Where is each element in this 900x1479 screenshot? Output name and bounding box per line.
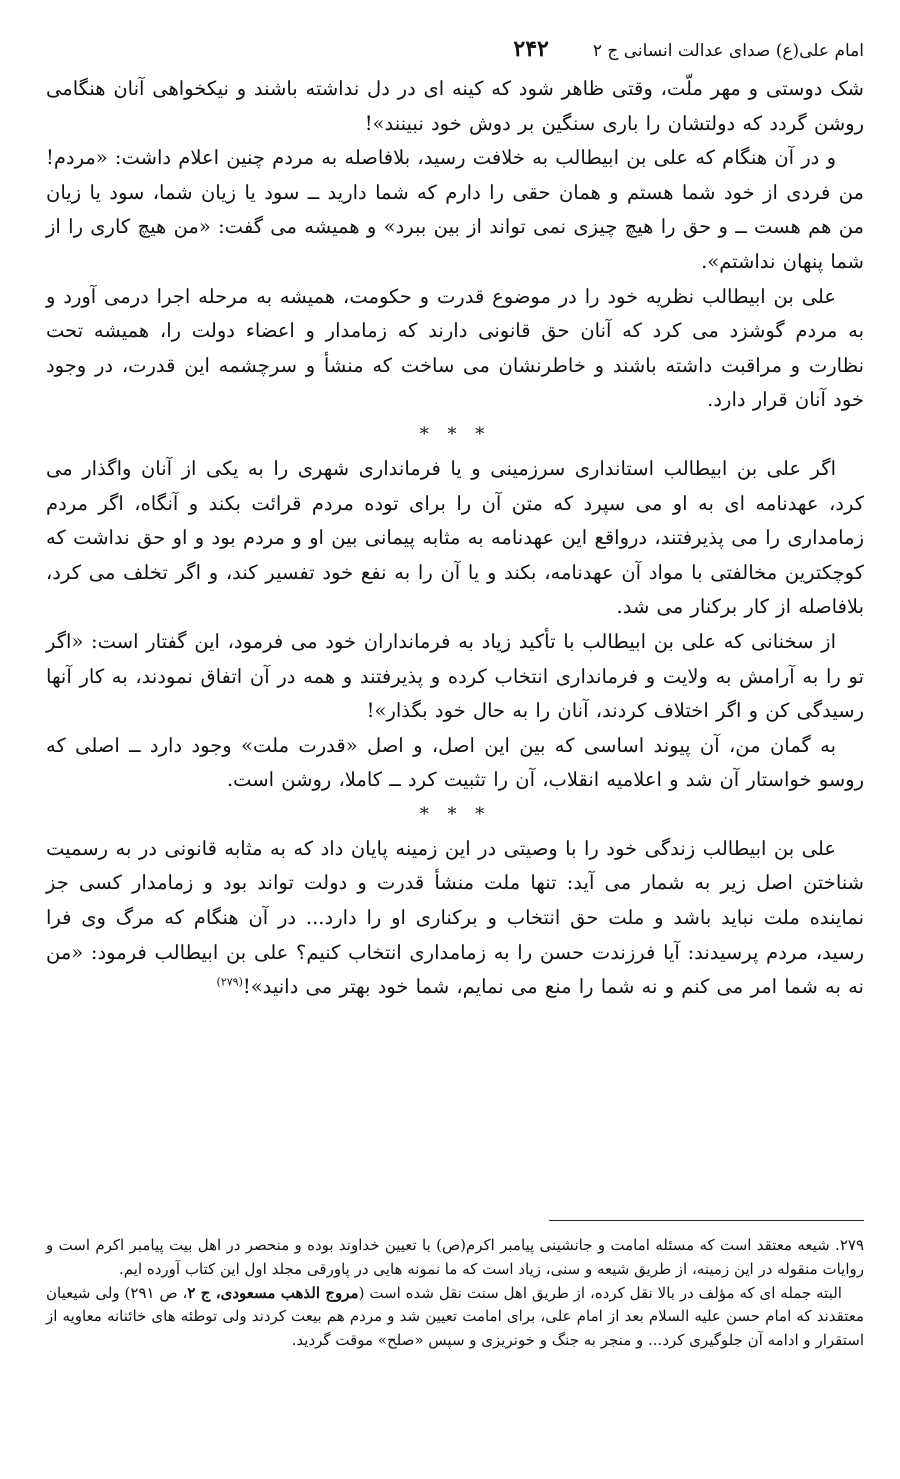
page-number: ۲۴۲ bbox=[513, 36, 549, 62]
footnote-divider bbox=[549, 1220, 864, 1221]
footnote-reference: (۲۷۹) bbox=[216, 975, 243, 989]
main-text bbox=[46, 72, 864, 1005]
book-page bbox=[46, 36, 864, 1005]
footnotes bbox=[46, 1234, 864, 1353]
running-title: امام علی(ع) صدای عدالت انسانی ج ۲ bbox=[592, 41, 864, 61]
footnote-continuation-text-2: ، ص ۲۹۱) ولی شیعیان معتقدند که امام حسن علیه السلام بعد از امام علی، برای امامت تعیین شد و مردم هم بیعت کردند ولی توطئه های خائنانه معاویه از استقرار و ادامه آن جلوگیری کرد... و منجر به جنگ و خونریزی و سپس «صلح» موقت گردید. bbox=[46, 1283, 864, 1350]
paragraph-3: علی بن ابیطالب نظریه خود را در موضوع قدرت و حکومت، همیشه به مرحله اجرا درمی آورد و به مردم گوشزد می کرد که آنان حق قانونی دارند که زمامدار و اعضاء دولت را، همیشه تحت نظارت و مراقبت داشته باشند و خاطرنشان می ساخت که منشأ و سرچشمه این قدرت، در وجود خود آنان قرار دارد. bbox=[46, 284, 864, 412]
footnote-279: ۲۷۹. شیعه معتقد است که مسئله امامت و جانشینی پیامبر اکرم(ص) با تعیین خداوند بوده و منحصر در اهل بیت پیامبر اکرم است و روایات منقوله در این زمینه، از طریق شیعه و سنی، زیاد است که ما نمونه هایی در پاورقی مجلد اول این کتاب آورده ایم. bbox=[46, 1236, 864, 1278]
paragraph-2: و در آن هنگام که علی بن ابیطالب به خلافت رسید، بلافاصله به مردم چنین اعلام داشت: «مردم! من فردی از خود شما هستم و همان حقی را دارم که شما دارید ــ سود یا زیان شما، سود یا زیان من هم هست ــ و حق را هیچ چیزی نمی تواند از بین ببرد» و همیشه می گفت: «من هیچ کاری را از شما پنهان نداشتم». bbox=[46, 146, 864, 273]
footnote-continuation bbox=[46, 1282, 864, 1353]
section-separator-2: * * * bbox=[419, 803, 491, 825]
paragraph-4: اگر علی بن ابیطالب استانداری سرزمینی و یا فرمانداری شهری را به یکی از آنان واگذار می کرد، عهدنامه ای به او می سپرد که متن آن را برای توده مردم قرائت بکند و آنگاه، اگر مردم زمامداری را می پذیرفتند، درواقع این عهدنامه به مثابه پیمانی بین او و مردم بود و او حق نداشت که کوچکترین مخالفتی با مواد آن عهدنامه، بکند و یا آن را به نفع خود تفسیر کند، و اگر تخلف می کرد، بلافاصله از کار برکنار می شد. bbox=[46, 456, 864, 619]
paragraph-1: شک دوستی و مهر ملّت، وقتی ظاهر شود که کینه ای در دل نداشته باشند و نیکخواهی آنان هنگامی روشن گردد که دولتشان را باری سنگین بر دوش خود نبینند»! bbox=[46, 77, 864, 135]
footnote-continuation-text-1: البته جمله ای که مؤلف در بالا نقل کرده، از طریق اهل سنت نقل شده است ( bbox=[358, 1283, 842, 1302]
paragraph-5: از سخنانی که علی بن ابیطالب با تأکید زیاد به فرمانداران خود می فرمود، این گفتار است: «اگر تو را به آرامش به ولایت و فرمانداری انتخاب کرده و پذیرفتند و همه در آن اتفاق نمودند، به کار آنها رسیدگی کن و اگر اختلاف کردند، آنان را به حال خود بگذار»! bbox=[46, 629, 864, 723]
running-header bbox=[46, 36, 864, 64]
footnote-source-citation: مروج الذهب مسعودی، ج ۲ bbox=[187, 1283, 359, 1302]
paragraph-7-text: علی بن ابیطالب زندگی خود را با وصیتی در این زمینه پایان داد که به مثابه قانونی در به رسمیت شناختن اصل زیر به شمار می آید: تنها ملت منشأ قدرت و دولت تواند بود و زمامدار کسی جز نماینده ملت نباید باشد و ملت حق انتخاب و برکناری او را دارد... در آن هنگام که مرگ وی فرا رسید، مردم پرسیدند: آیا فرزندت حسن را به زمامداری انتخاب کنیم؟ علی بن ابیطالب فرمود: «من نه به شما امر می کنم و نه شما را منع می نمایم، شما خود بهتر می دانید»! bbox=[46, 836, 864, 999]
paragraph-7 bbox=[46, 832, 864, 1005]
section-separator-1: * * * bbox=[419, 423, 491, 445]
paragraph-6: به گمان من، آن پیوند اساسی که بین این اصل، و اصل «قدرت ملت» وجود دارد ــ اصلی که روسو خواستار آن شد و اعلامیه انقلاب، آن را تثبیت کرد ــ کاملا، روشن است. bbox=[46, 733, 864, 792]
